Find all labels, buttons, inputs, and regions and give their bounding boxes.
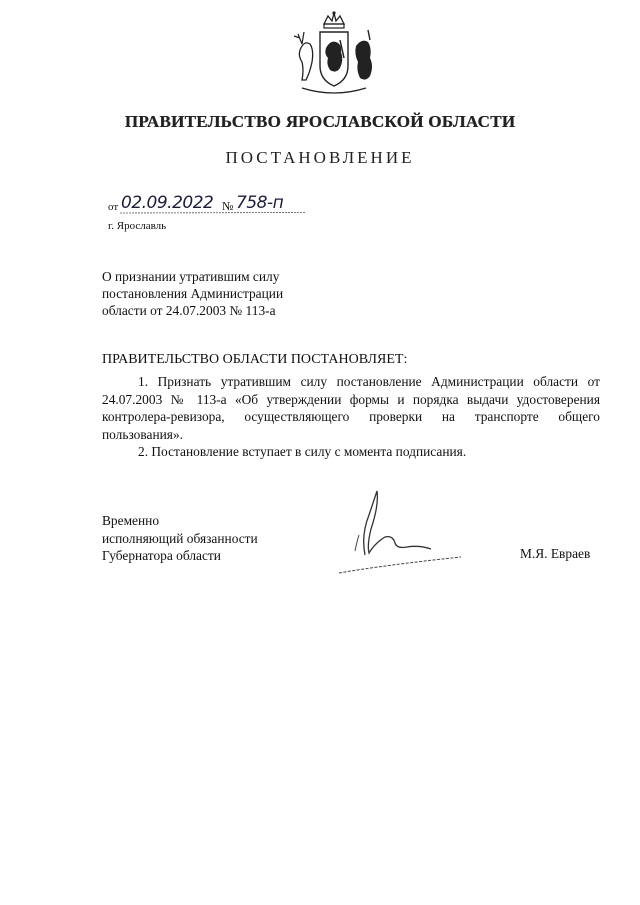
document-subject <box>102 268 283 319</box>
subject-line: постановления Администрации <box>102 286 284 301</box>
signatory-line: исполняющий обязанности <box>102 530 258 546</box>
handwritten-date: 02.09.2022 <box>121 193 214 213</box>
decree-item-2: 2. Постановление вступает в силу с момента подписания. <box>138 444 467 460</box>
decree-heading: ПРАВИТЕЛЬСТВО ОБЛАСТИ ПОСТАНОВЛЯЕТ: <box>102 352 408 367</box>
date-prefix: от <box>108 201 119 213</box>
handwritten-signature <box>335 485 465 580</box>
decree-item-1: 1. Признать утратившим силу постановление Администрации области от 24.07.2003 № 113-а «Об утверждении формы и порядка выдачи удостоверения контролера-ревизора, осуществляющего проверки на транспорте общего пользования». <box>102 374 600 442</box>
government-title: ПРАВИТЕЛЬСТВО ЯРОСЛАВСКОЙ ОБЛАСТИ <box>124 112 516 131</box>
handwritten-number: 758-п <box>236 193 284 213</box>
document-type: ПОСТАНОВЛЕНИЕ <box>225 148 415 167</box>
coat-of-arms-emblem <box>286 10 382 100</box>
signatory-name: М.Я. Евраев <box>520 546 591 561</box>
decree-body <box>102 373 600 461</box>
signatory-line: Губернатора области <box>102 548 221 563</box>
subject-line: О признании утратившим силу <box>102 269 280 284</box>
city-label: г. Ярославль <box>108 220 167 232</box>
subject-line: области от 24.07.2003 № 113-а <box>102 303 276 318</box>
number-sign: № <box>222 199 234 213</box>
signatory-line: Временно <box>102 513 160 528</box>
date-number-line <box>108 193 308 219</box>
signatory-title <box>102 512 258 565</box>
date-underline <box>120 211 305 215</box>
